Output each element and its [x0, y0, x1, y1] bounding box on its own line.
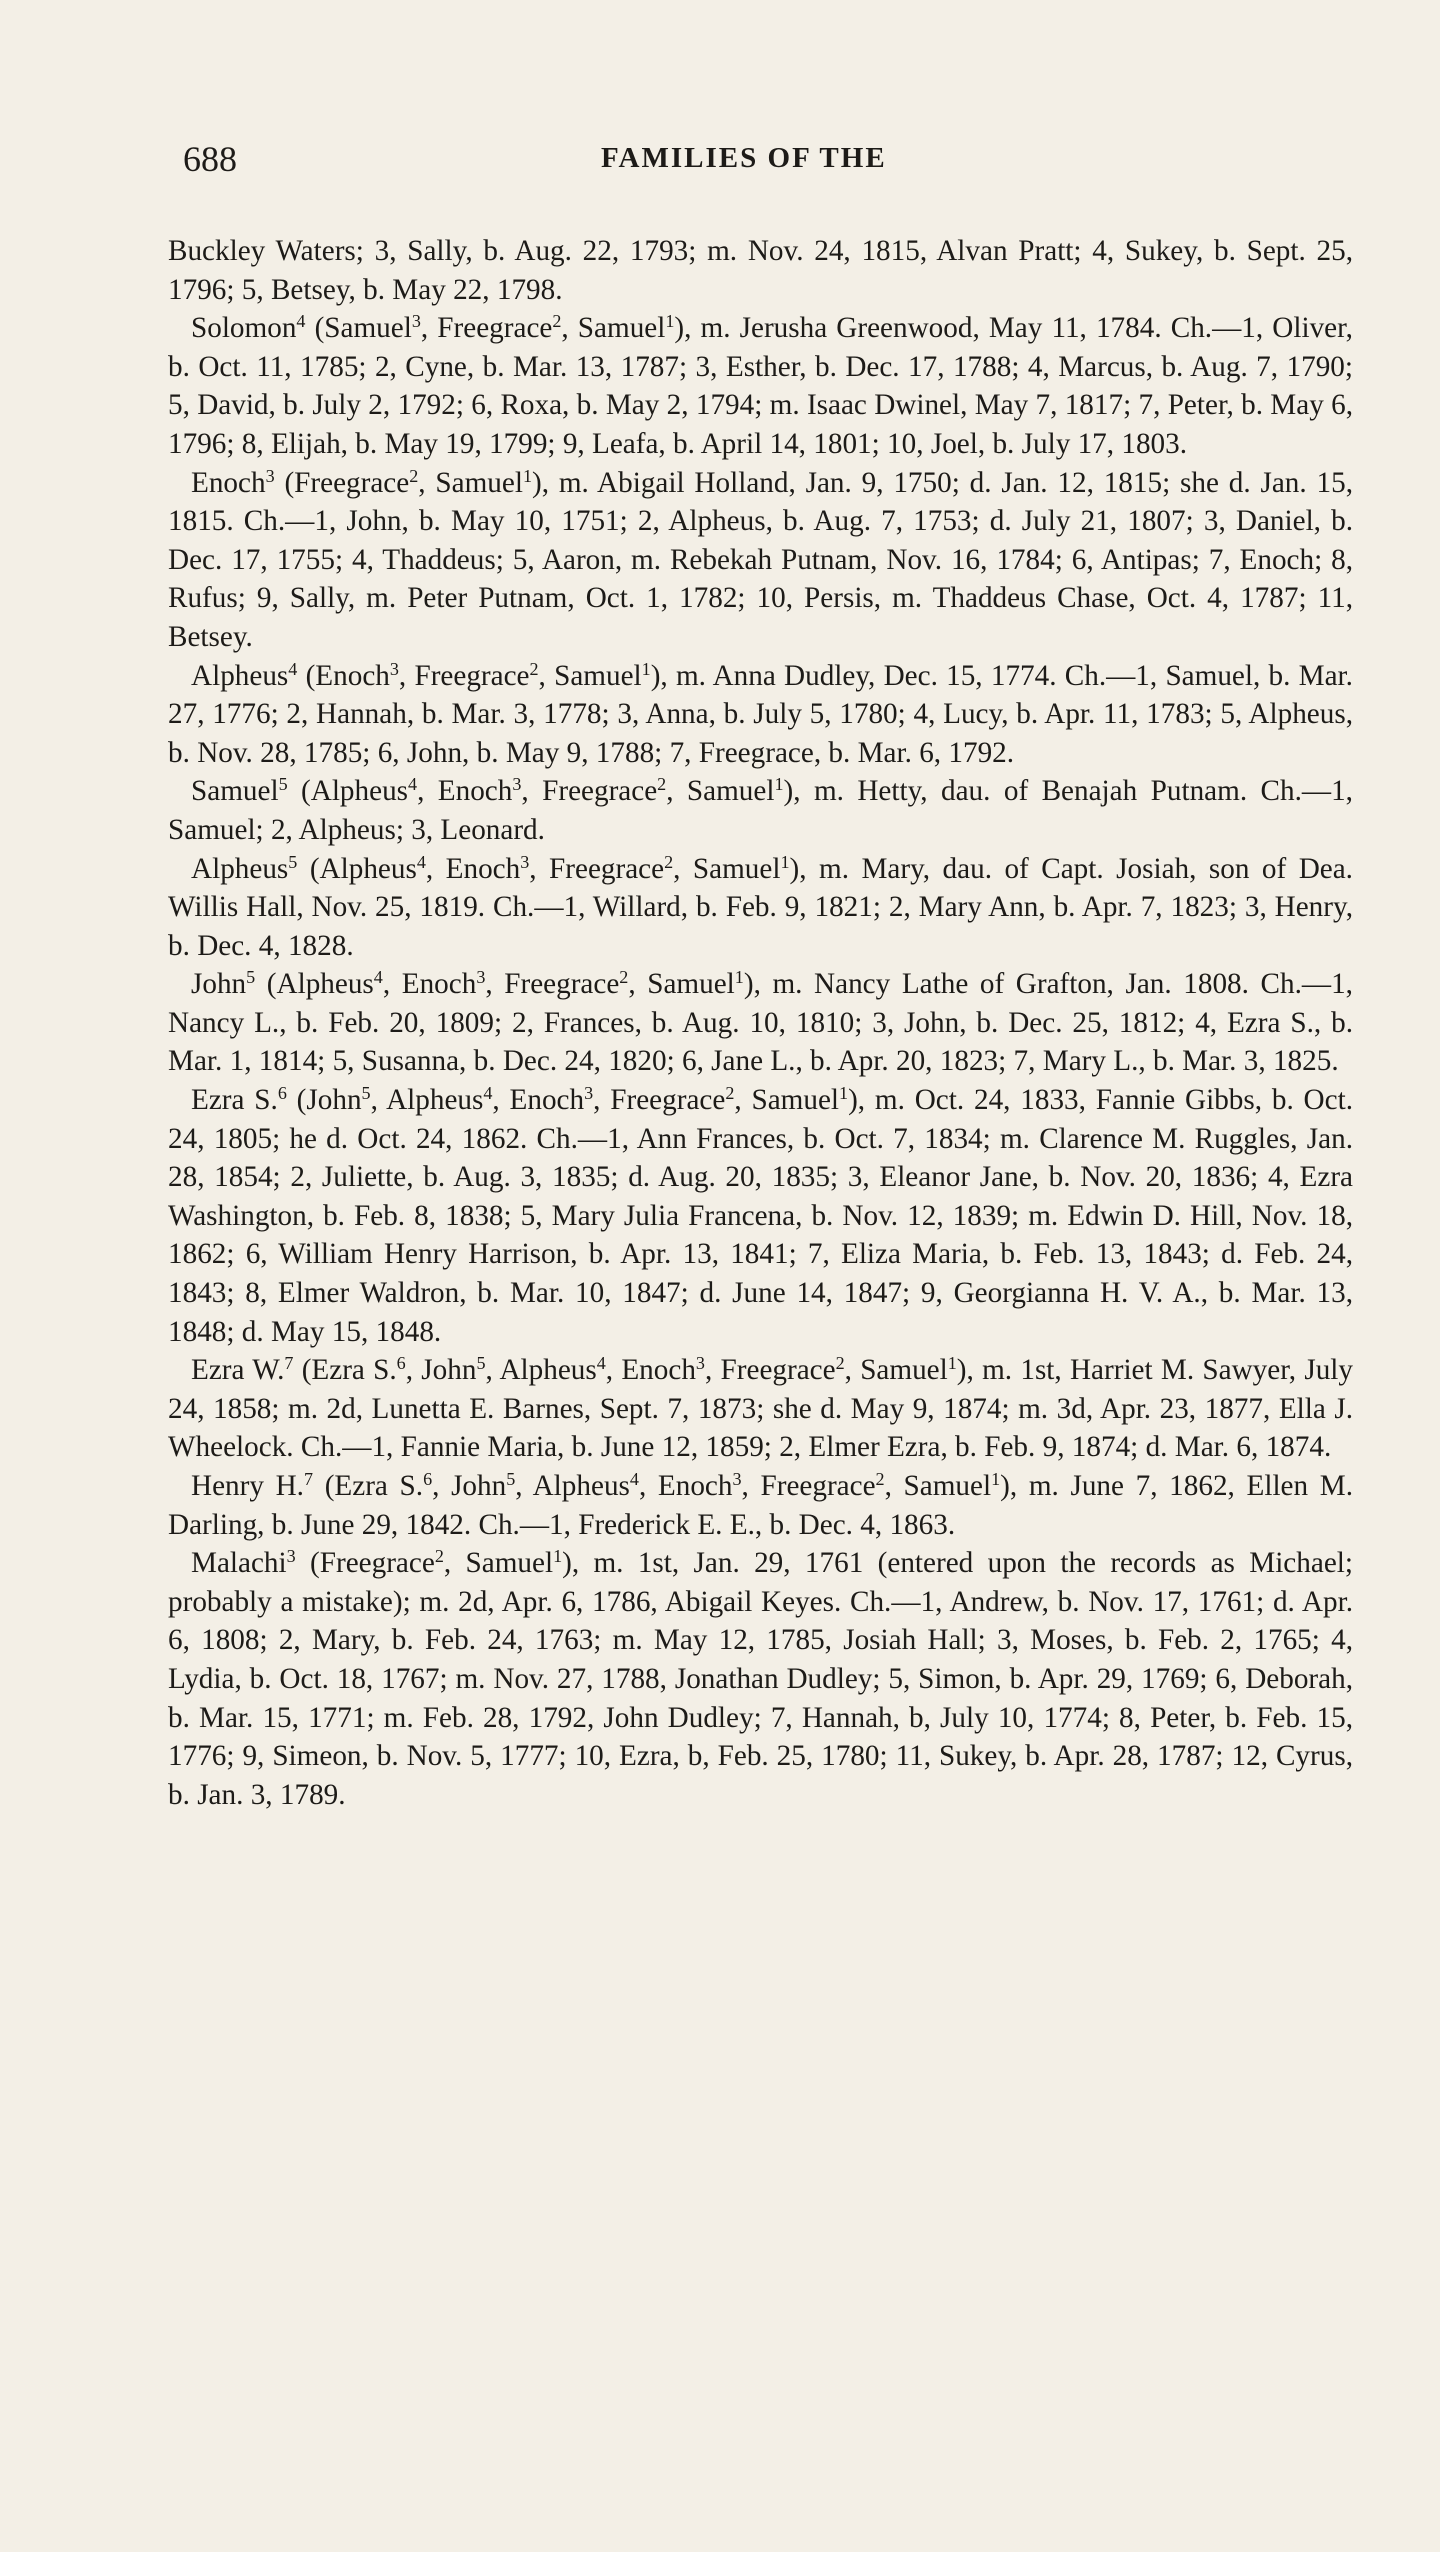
- entry-text: , Freegrace: [741, 1470, 876, 1502]
- entry-text: , Enoch: [492, 1084, 585, 1117]
- generation-superscript: 5: [288, 851, 298, 872]
- generation-superscript: 6: [423, 1469, 433, 1490]
- entry-text: (John: [286, 1084, 362, 1117]
- generation-superscript: 3: [286, 1546, 296, 1567]
- generation-superscript: 3: [584, 1083, 594, 1104]
- genealogy-entry: [168, 772, 1353, 849]
- generation-superscript: 1: [991, 1469, 1001, 1490]
- generation-superscript: 4: [483, 1083, 493, 1104]
- genealogy-entry: [168, 850, 1353, 966]
- generation-superscript: 1: [522, 465, 532, 486]
- generation-superscript: 7: [284, 1353, 294, 1374]
- entry-text: ), m. Anna Dudley, Dec. 15, 1774. Ch.—1, Samuel, b. Mar. 27, 1776; 2, Hannah, b. Mar. 3, 1778; 3, Anna, b. July 5, 1780; 4, Lucy, b. Apr. 11, 1783; 5, Alpheus, b. Nov. 28, 1785; 6, John, b. May 9, 1788; 7, Freegrace, b. Mar. 6, 1792.: [168, 659, 1353, 769]
- entry-text: , Samuel: [734, 1084, 840, 1117]
- entry-text: (Alpheus: [255, 968, 374, 1001]
- generation-superscript: 2: [725, 1083, 735, 1104]
- entry-text: , Enoch: [425, 852, 521, 885]
- entry-text: , Freegrace: [529, 852, 665, 885]
- generation-superscript: 3: [512, 774, 522, 795]
- entry-text: , Enoch: [382, 968, 477, 1001]
- entry-text: , Samuel: [884, 1470, 992, 1502]
- entry-text: Samuel: [191, 775, 279, 808]
- entry-text: (Alpheus: [297, 852, 417, 885]
- page-number: 688: [183, 139, 237, 179]
- entry-text: , Samuel: [673, 852, 781, 885]
- entry-text: , Enoch: [605, 1354, 696, 1387]
- generation-superscript: 1: [641, 658, 651, 679]
- entry-text: Malachi: [191, 1547, 287, 1580]
- entry-text: (Ezra S.: [293, 1354, 397, 1387]
- generation-superscript: 2: [529, 658, 539, 679]
- generation-superscript: 2: [875, 1469, 885, 1490]
- generation-superscript: 1: [553, 1546, 563, 1567]
- genealogy-entry: [168, 1544, 1353, 1814]
- entry-text: , Freegrace: [704, 1354, 836, 1387]
- entry-text: ), m. Abigail Holland, Jan. 9, 1750; d. Jan. 12, 1815; she d. Jan. 15, 1815. Ch.—1, John, b. May 10, 1751; 2, Alpheus, b. Aug. 7, 1753; d. July 21, 1807; 3, Daniel, b. Dec. 17, 1755; 4, Thaddeus; 5, Aaron, m. Rebekah Putnam, Nov. 16, 1784; 6, Antipas; 7, Enoch; 8, Rufus; 9, Sally, m. Peter Putnam, Oct. 1, 1782; 10, Persis, m. Thaddeus Chase, Oct. 4, 1787; 11, Betsey.: [168, 466, 1353, 653]
- generation-superscript: 2: [664, 851, 674, 872]
- entry-text: , Samuel: [418, 466, 523, 499]
- entry-text: Alpheus: [191, 852, 289, 885]
- entry-text: , Samuel: [443, 1547, 554, 1580]
- entry-text: , John: [432, 1470, 507, 1502]
- generation-superscript: 4: [416, 851, 426, 872]
- generation-superscript: 3: [695, 1353, 705, 1374]
- generation-superscript: 4: [596, 1353, 606, 1374]
- generation-superscript: 4: [373, 967, 383, 988]
- generation-superscript: 6: [396, 1353, 406, 1374]
- entry-text: , Enoch: [638, 1470, 733, 1502]
- genealogy-text: [168, 232, 1353, 1814]
- generation-superscript: 1: [947, 1353, 957, 1374]
- genealogy-entry: [168, 309, 1353, 463]
- entry-text: (Freegrace: [295, 1547, 435, 1580]
- entry-text: , Samuel: [561, 312, 666, 345]
- genealogy-entry: [168, 1351, 1353, 1467]
- entry-text: ), m. June 7, 1862, Ellen M. Darling, b. June 29, 1842. Ch.—1, Frederick E. E., b. Dec. 4, 1863.: [168, 1470, 1354, 1541]
- entry-text: , Freegrace: [398, 659, 530, 692]
- entry-text: , Freegrace: [593, 1084, 726, 1117]
- generation-superscript: 2: [619, 967, 629, 988]
- generation-superscript: 5: [506, 1469, 516, 1490]
- generation-superscript: 4: [288, 658, 298, 679]
- entry-text: Buckley Waters; 3, Sally, b. Aug. 22, 1793; m. Nov. 24, 1815, Alvan Pratt; 4, Sukey, b. Sept. 25, 1796; 5, Betsey, b. May 22, 1798.: [168, 235, 1353, 306]
- entry-text: Ezra S.: [191, 1084, 278, 1117]
- generation-superscript: 5: [476, 1353, 486, 1374]
- entry-text: , John: [405, 1354, 477, 1387]
- generation-superscript: 3: [411, 311, 421, 332]
- entry-text: , Samuel: [666, 775, 775, 808]
- entry-text: , Samuel: [844, 1354, 948, 1387]
- generation-superscript: 3: [389, 658, 399, 679]
- entry-text: (Samuel: [305, 312, 412, 345]
- entry-text: , Enoch: [417, 775, 513, 808]
- generation-superscript: 2: [434, 1546, 444, 1567]
- generation-superscript: 2: [409, 465, 419, 486]
- entry-text: ), m. 1st, Harriet M. Sawyer, July 24, 1858; m. 2d, Lunetta E. Barnes, Sept. 7, 1873; she d. May 9, 1874; m. 3d, Apr. 23, 1877, Ella J. Wheelock. Ch.—1, Fannie Maria, b. June 12, 1859; 2, Elmer Ezra, b. Feb. 9, 1874; d. Mar. 6, 1874.: [168, 1354, 1353, 1464]
- entry-text: (Enoch: [297, 659, 390, 692]
- generation-superscript: 4: [629, 1469, 639, 1490]
- generation-superscript: 2: [552, 311, 562, 332]
- entry-text: Ezra W.: [191, 1354, 285, 1387]
- generation-superscript: 6: [277, 1083, 287, 1104]
- entry-text: ), m. Mary, dau. of Capt. Josiah, son of Dea. Willis Hall, Nov. 25, 1819. Ch.—1, Willard, b. Feb. 9, 1821; 2, Mary Ann, b. Apr. 7, 1823; 3, Henry, b. Dec. 4, 1828.: [168, 852, 1353, 962]
- entry-text: , Freegrace: [485, 968, 620, 1001]
- generation-superscript: 1: [774, 774, 784, 795]
- genealogy-entry: [168, 657, 1353, 773]
- generation-superscript: 4: [408, 774, 418, 795]
- generation-superscript: 4: [296, 311, 306, 332]
- entry-text: Enoch: [191, 466, 266, 499]
- entry-text: Henry H.: [191, 1470, 304, 1502]
- generation-superscript: 3: [476, 967, 486, 988]
- generation-superscript: 5: [278, 774, 288, 795]
- entry-text: , Freegrace: [420, 312, 553, 345]
- entry-text: (Alpheus: [287, 775, 409, 808]
- entry-text: , Freegrace: [521, 775, 658, 808]
- entry-text: , Samuel: [628, 968, 735, 1001]
- entry-text: John: [191, 968, 247, 1001]
- genealogy-entry: [168, 1081, 1353, 1351]
- generation-superscript: 1: [839, 1083, 849, 1104]
- continuation-paragraph: [168, 232, 1353, 309]
- entry-text: ), m. 1st, Jan. 29, 1761 (entered upon the records as Michael; probably a mistake); m. 2d, Apr. 6, 1786, Abigail Keyes. Ch.—1, Andrew, b. Nov. 17, 1761; d. Apr. 6, 1808; 2, Mary, b. Feb. 24, 1763; m. May 12, 1785, Josiah Hall; 3, Moses, b. Feb. 2, 1765; 4, Lydia, b. Oct. 18, 1767; m. Nov. 27, 1788, Jonathan Dudley; 5, Simon, b. Apr. 29, 1769; 6, Deborah, b. Mar. 15, 1771; m. Feb. 28, 1792, John Dudley; 7, Hannah, b, July 10, 1774; 8, Peter, b. Feb. 15, 1776; 9, Simeon, b. Nov. 5, 1777; 10, Ezra, b, Feb. 25, 1780; 11, Sukey, b. Apr. 28, 1787; 12, Cyrus, b. Jan. 3, 1789.: [168, 1547, 1353, 1811]
- entry-text: , Alpheus: [485, 1354, 597, 1387]
- generation-superscript: 5: [246, 967, 256, 988]
- entry-text: ), m. Oct. 24, 1833, Fannie Gibbs, b. Oct. 24, 1805; he d. Oct. 24, 1862. Ch.—1, Ann Frances, b. Oct. 7, 1834; m. Clarence M. Ruggles, Jan. 28, 1854; 2, Juliette, b. Aug. 3, 1835; d. Aug. 20, 1835; 3, Eleanor Jane, b. Nov. 20, 1836; 4, Ezra Washington, b. Feb. 8, 1838; 5, Mary Julia Francena, b. Nov. 12, 1839; m. Edwin D. Hill, Nov. 18, 1862; 6, William Henry Harrison, b. Apr. 13, 1841; 7, Eliza Maria, b. Feb. 13, 1843; d. Feb. 24, 1843; 8, Elmer Waldron, b. Mar. 10, 1847; d. June 14, 1847; 9, Georgianna H. V. A., b. Mar. 13, 1848; d. May 15, 1848.: [168, 1084, 1353, 1348]
- generation-superscript: 2: [835, 1353, 845, 1374]
- entry-text: , Samuel: [538, 659, 642, 692]
- generation-superscript: 7: [303, 1469, 314, 1490]
- generation-superscript: 1: [734, 967, 744, 988]
- genealogy-entry: [168, 464, 1353, 657]
- entry-text: ), m. Hetty, dau. of Benajah Putnam. Ch.—1, Samuel; 2, Alpheus; 3, Leonard.: [168, 775, 1353, 846]
- entry-text: , Alpheus: [515, 1470, 630, 1502]
- generation-superscript: 3: [732, 1469, 742, 1490]
- entry-text: Alpheus: [191, 659, 289, 692]
- generation-superscript: 3: [520, 851, 530, 872]
- entry-text: Solomon: [191, 312, 297, 345]
- entry-text: ), m. Nancy Lathe of Grafton, Jan. 1808. Ch.—1, Nancy L., b. Feb. 20, 1809; 2, Frances, b. Aug. 10, 1810; 3, John, b. Dec. 25, 1812; 4, Ezra S., b. Mar. 1, 1814; 5, Susanna, b. Dec. 24, 1820; 6, Jane L., b. Apr. 20, 1823; 7, Mary L., b. Mar. 3, 1825.: [168, 968, 1353, 1078]
- running-head: FAMILIES OF THE: [601, 142, 887, 174]
- generation-superscript: 1: [780, 851, 790, 872]
- generation-superscript: 3: [265, 465, 275, 486]
- entry-text: ), m. Jerusha Greenwood, May 11, 1784. Ch.—1, Oliver, b. Oct. 11, 1785; 2, Cyne, b. Mar. 13, 1787; 3, Esther, b. Dec. 17, 1788; 4, Marcus, b. Aug. 7, 1790; 5, David, b. July 2, 1792; 6, Roxa, b. May 2, 1794; m. Isaac Dwinel, May 7, 1817; 7, Peter, b. May 6, 1796; 8, Elijah, b. May 19, 1799; 9, Leafa, b. April 14, 1801; 10, Joel, b. July 17, 1803.: [168, 312, 1353, 460]
- entry-text: (Ezra S.: [313, 1470, 424, 1502]
- entry-text: , Alpheus: [370, 1084, 484, 1117]
- genealogy-entry: [168, 1467, 1353, 1544]
- generation-superscript: 5: [361, 1083, 371, 1104]
- page-header: [183, 138, 1363, 188]
- genealogy-entry: [168, 965, 1353, 1081]
- generation-superscript: 2: [657, 774, 667, 795]
- generation-superscript: 1: [665, 311, 675, 332]
- entry-text: (Freegrace: [274, 466, 410, 499]
